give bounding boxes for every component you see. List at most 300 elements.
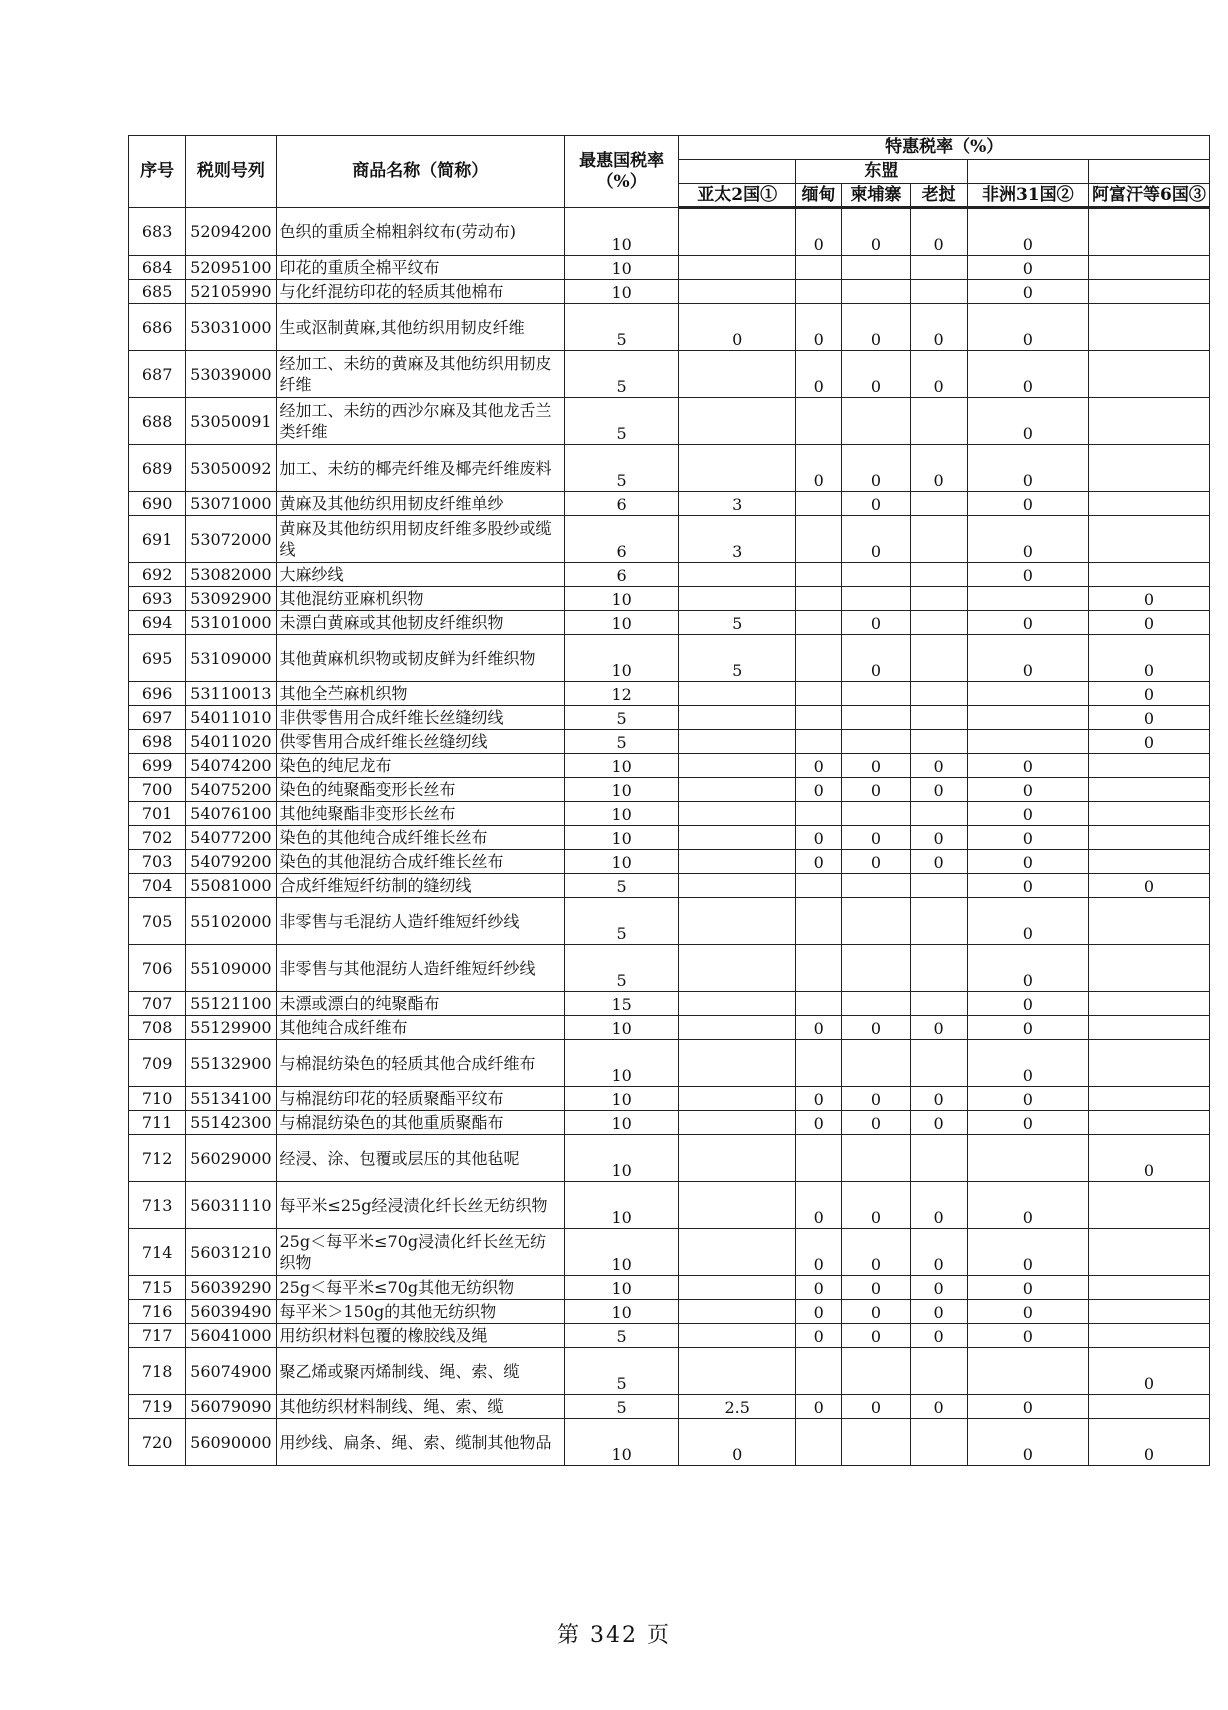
code-cell: 53092900	[186, 587, 276, 611]
laos-cell	[910, 563, 967, 587]
table-row	[129, 706, 1210, 730]
name-cell: 大麻纱线	[276, 563, 564, 587]
table-row	[129, 992, 1210, 1016]
code-cell: 56039290	[186, 1276, 276, 1300]
africa-cell: 0	[967, 1182, 1088, 1229]
africa-cell: 0	[967, 611, 1088, 635]
cambodia-cell: 0	[842, 208, 910, 256]
laos-cell: 0	[910, 754, 967, 778]
apta-cell	[679, 898, 796, 945]
header-mfn-unit: （%）	[596, 171, 647, 192]
mfn-cell: 6	[564, 516, 678, 563]
table-row	[129, 945, 1210, 992]
africa-cell	[967, 730, 1088, 754]
africa-cell: 0	[967, 1016, 1088, 1040]
mfn-cell: 10	[564, 587, 678, 611]
apta-cell	[679, 280, 796, 304]
name-cell: 非零售与毛混纺人造纤维短纤纱线	[276, 898, 564, 945]
myanmar-cell: 0	[796, 1300, 842, 1324]
apta-cell: 5	[679, 635, 796, 682]
name-cell: 每平米＞150g的其他无纺织物	[276, 1300, 564, 1324]
code-cell: 54074200	[186, 754, 276, 778]
name-cell: 每平米≤25g经浸渍化纤长丝无纺织物	[276, 1182, 564, 1229]
africa-cell: 0	[967, 1419, 1088, 1466]
apta-cell: 3	[679, 516, 796, 563]
name-cell: 色织的重质全棉粗斜纹布(劳动布)	[276, 208, 564, 256]
table-row	[129, 1087, 1210, 1111]
table-row	[129, 1040, 1210, 1087]
tariff-table	[128, 135, 1210, 1466]
code-cell: 52095100	[186, 256, 276, 280]
myanmar-cell	[796, 945, 842, 992]
table-row	[129, 730, 1210, 754]
code-cell: 55132900	[186, 1040, 276, 1087]
cambodia-cell: 0	[842, 826, 910, 850]
table-row	[129, 516, 1210, 563]
name-cell: 经加工、未纺的西沙尔麻及其他龙舌兰类纤维	[276, 398, 564, 445]
cambodia-cell: 0	[842, 1087, 910, 1111]
seq-cell: 699	[129, 754, 186, 778]
africa-cell: 0	[967, 778, 1088, 802]
mfn-cell: 10	[564, 802, 678, 826]
apta-cell	[679, 351, 796, 398]
africa-cell	[967, 1135, 1088, 1182]
myanmar-cell	[796, 398, 842, 445]
laos-cell: 0	[910, 1087, 967, 1111]
mfn-cell: 10	[564, 208, 678, 256]
code-cell: 56074900	[186, 1348, 276, 1395]
myanmar-cell	[796, 1040, 842, 1087]
name-cell: 与棉混纺染色的轻质其他合成纤维布	[276, 1040, 564, 1087]
laos-cell	[910, 280, 967, 304]
laos-cell	[910, 1348, 967, 1395]
seq-cell: 686	[129, 304, 186, 351]
mfn-cell: 10	[564, 1040, 678, 1087]
seq-cell: 704	[129, 874, 186, 898]
cambodia-cell	[842, 682, 910, 706]
laos-cell	[910, 516, 967, 563]
apta-cell	[679, 802, 796, 826]
africa-cell: 0	[967, 1395, 1088, 1419]
name-cell: 印花的重质全棉平纹布	[276, 256, 564, 280]
mfn-cell: 5	[564, 398, 678, 445]
name-cell: 其他纯聚酯非变形长丝布	[276, 802, 564, 826]
myanmar-cell: 0	[796, 850, 842, 874]
table-row	[129, 445, 1210, 492]
afghan-cell	[1088, 778, 1209, 802]
table-row	[129, 874, 1210, 898]
seq-cell: 713	[129, 1182, 186, 1229]
code-cell: 54076100	[186, 802, 276, 826]
afghan-cell	[1088, 898, 1209, 945]
table-row	[129, 304, 1210, 351]
page-number: 第 342 页	[557, 1623, 671, 1648]
afghan-cell	[1088, 445, 1209, 492]
seq-cell: 691	[129, 516, 186, 563]
laos-cell: 0	[910, 304, 967, 351]
myanmar-cell	[796, 256, 842, 280]
cambodia-cell: 0	[842, 1276, 910, 1300]
laos-cell: 0	[910, 1111, 967, 1135]
mfn-cell: 10	[564, 1087, 678, 1111]
cambodia-cell: 0	[842, 1182, 910, 1229]
myanmar-cell	[796, 992, 842, 1016]
header-africa: 非洲31国②	[967, 184, 1088, 208]
africa-cell: 0	[967, 754, 1088, 778]
africa-cell: 0	[967, 208, 1088, 256]
table-row	[129, 1324, 1210, 1348]
afghan-cell	[1088, 1182, 1209, 1229]
afghan-cell: 0	[1088, 874, 1209, 898]
africa-cell	[967, 682, 1088, 706]
laos-cell: 0	[910, 1395, 967, 1419]
table-row	[129, 1111, 1210, 1135]
seq-cell: 689	[129, 445, 186, 492]
laos-cell: 0	[910, 850, 967, 874]
mfn-cell: 10	[564, 635, 678, 682]
africa-cell	[967, 1348, 1088, 1395]
name-cell: 25g＜每平米≤70g浸渍化纤长丝无纺织物	[276, 1229, 564, 1276]
africa-cell: 0	[967, 826, 1088, 850]
table-row	[129, 1348, 1210, 1395]
code-cell: 55121100	[186, 992, 276, 1016]
afghan-cell	[1088, 1276, 1209, 1300]
code-cell: 54075200	[186, 778, 276, 802]
name-cell: 用纱线、扁条、绳、索、缆制其他物品	[276, 1419, 564, 1466]
laos-cell	[910, 1040, 967, 1087]
mfn-cell: 10	[564, 611, 678, 635]
afghan-cell: 0	[1088, 587, 1209, 611]
afghan-cell	[1088, 304, 1209, 351]
afghan-cell	[1088, 992, 1209, 1016]
table-row	[129, 587, 1210, 611]
mfn-cell: 15	[564, 992, 678, 1016]
code-cell: 52094200	[186, 208, 276, 256]
mfn-cell: 10	[564, 1300, 678, 1324]
table-row	[129, 754, 1210, 778]
laos-cell: 0	[910, 826, 967, 850]
seq-cell: 688	[129, 398, 186, 445]
seq-cell: 683	[129, 208, 186, 256]
name-cell: 非供零售用合成纤维长丝缝纫线	[276, 706, 564, 730]
code-cell: 53031000	[186, 304, 276, 351]
cambodia-cell	[842, 256, 910, 280]
afghan-cell	[1088, 1395, 1209, 1419]
cambodia-cell: 0	[842, 611, 910, 635]
table-row	[129, 280, 1210, 304]
code-cell: 53071000	[186, 492, 276, 516]
africa-cell: 0	[967, 445, 1088, 492]
table-row	[129, 1300, 1210, 1324]
apta-cell	[679, 398, 796, 445]
seq-cell: 710	[129, 1087, 186, 1111]
header-blank-3	[1088, 160, 1209, 184]
seq-cell: 697	[129, 706, 186, 730]
name-cell: 合成纤维短纤纺制的缝纫线	[276, 874, 564, 898]
myanmar-cell: 0	[796, 1276, 842, 1300]
africa-cell: 0	[967, 850, 1088, 874]
cambodia-cell: 0	[842, 850, 910, 874]
cambodia-cell	[842, 898, 910, 945]
laos-cell: 0	[910, 445, 967, 492]
mfn-cell: 5	[564, 874, 678, 898]
seq-cell: 711	[129, 1111, 186, 1135]
africa-cell: 0	[967, 1324, 1088, 1348]
header-seq: 序号	[129, 136, 186, 208]
header-asean: 东盟	[796, 160, 968, 184]
name-cell: 聚乙烯或聚丙烯制线、绳、索、缆	[276, 1348, 564, 1395]
laos-cell	[910, 706, 967, 730]
header-blank-1	[679, 160, 796, 184]
table-row	[129, 635, 1210, 682]
name-cell: 其他纺织材料制线、绳、索、缆	[276, 1395, 564, 1419]
cambodia-cell	[842, 1040, 910, 1087]
africa-cell: 0	[967, 945, 1088, 992]
myanmar-cell	[796, 706, 842, 730]
table-row	[129, 1419, 1210, 1466]
header-laos: 老挝	[910, 184, 967, 208]
laos-cell	[910, 802, 967, 826]
table-row	[129, 398, 1210, 445]
seq-cell: 694	[129, 611, 186, 635]
header-code: 税则号列	[186, 136, 276, 208]
table-row	[129, 492, 1210, 516]
myanmar-cell	[796, 730, 842, 754]
apta-cell	[679, 730, 796, 754]
laos-cell: 0	[910, 1300, 967, 1324]
africa-cell: 0	[967, 563, 1088, 587]
cambodia-cell	[842, 1135, 910, 1182]
cambodia-cell	[842, 563, 910, 587]
apta-cell	[679, 1182, 796, 1229]
cambodia-cell: 0	[842, 1300, 910, 1324]
afghan-cell	[1088, 1111, 1209, 1135]
africa-cell: 0	[967, 398, 1088, 445]
laos-cell: 0	[910, 1276, 967, 1300]
mfn-cell: 5	[564, 730, 678, 754]
seq-cell: 716	[129, 1300, 186, 1324]
mfn-cell: 5	[564, 1348, 678, 1395]
seq-cell: 708	[129, 1016, 186, 1040]
code-cell: 56039490	[186, 1300, 276, 1324]
table-row	[129, 208, 1210, 256]
name-cell: 其他混纺亚麻机织物	[276, 587, 564, 611]
africa-cell: 0	[967, 304, 1088, 351]
seq-cell: 693	[129, 587, 186, 611]
code-cell: 56031110	[186, 1182, 276, 1229]
laos-cell	[910, 945, 967, 992]
afghan-cell	[1088, 1040, 1209, 1087]
afghan-cell: 0	[1088, 682, 1209, 706]
code-cell: 55142300	[186, 1111, 276, 1135]
apta-cell	[679, 682, 796, 706]
africa-cell: 0	[967, 256, 1088, 280]
myanmar-cell	[796, 587, 842, 611]
mfn-cell: 5	[564, 1395, 678, 1419]
afghan-cell	[1088, 1016, 1209, 1040]
header-apta: 亚太2国①	[679, 184, 796, 208]
laos-cell	[910, 682, 967, 706]
table-row	[129, 611, 1210, 635]
mfn-cell: 6	[564, 563, 678, 587]
africa-cell: 0	[967, 1087, 1088, 1111]
apta-cell	[679, 1300, 796, 1324]
myanmar-cell	[796, 516, 842, 563]
myanmar-cell: 0	[796, 1324, 842, 1348]
myanmar-cell: 0	[796, 304, 842, 351]
apta-cell	[679, 445, 796, 492]
mfn-cell: 10	[564, 1182, 678, 1229]
myanmar-cell	[796, 898, 842, 945]
afghan-cell	[1088, 351, 1209, 398]
myanmar-cell: 0	[796, 826, 842, 850]
cambodia-cell: 0	[842, 778, 910, 802]
name-cell: 染色的纯尼龙布	[276, 754, 564, 778]
africa-cell: 0	[967, 492, 1088, 516]
afghan-cell	[1088, 945, 1209, 992]
code-cell: 54077200	[186, 826, 276, 850]
laos-cell	[910, 256, 967, 280]
name-cell: 25g＜每平米≤70g其他无纺织物	[276, 1276, 564, 1300]
afghan-cell: 0	[1088, 1419, 1209, 1466]
table-row	[129, 802, 1210, 826]
seq-cell: 709	[129, 1040, 186, 1087]
laos-cell	[910, 1419, 967, 1466]
mfn-cell: 10	[564, 280, 678, 304]
code-cell: 53101000	[186, 611, 276, 635]
header-special: 特惠税率（%）	[679, 136, 1210, 160]
africa-cell: 0	[967, 1300, 1088, 1324]
cambodia-cell	[842, 874, 910, 898]
seq-cell: 696	[129, 682, 186, 706]
header-name: 商品名称（简称）	[276, 136, 564, 208]
header-myanmar: 缅甸	[796, 184, 842, 208]
apta-cell	[679, 992, 796, 1016]
apta-cell	[679, 1087, 796, 1111]
afghan-cell: 0	[1088, 635, 1209, 682]
apta-cell	[679, 1276, 796, 1300]
afghan-cell	[1088, 850, 1209, 874]
mfn-cell: 6	[564, 492, 678, 516]
header-mfn-label: 最惠国税率	[579, 150, 665, 171]
myanmar-cell: 0	[796, 445, 842, 492]
mfn-cell: 10	[564, 754, 678, 778]
name-cell: 未漂或漂白的纯聚酯布	[276, 992, 564, 1016]
seq-cell: 698	[129, 730, 186, 754]
tariff-body	[129, 208, 1210, 1466]
laos-cell: 0	[910, 1182, 967, 1229]
africa-cell: 0	[967, 351, 1088, 398]
name-cell: 未漂白黄麻或其他韧皮纤维织物	[276, 611, 564, 635]
code-cell: 56041000	[186, 1324, 276, 1348]
table-row	[129, 1135, 1210, 1182]
cambodia-cell: 0	[842, 304, 910, 351]
name-cell: 用纺织材料包覆的橡胶线及绳	[276, 1324, 564, 1348]
africa-cell: 0	[967, 802, 1088, 826]
cambodia-cell: 0	[842, 1111, 910, 1135]
seq-cell: 715	[129, 1276, 186, 1300]
table-row	[129, 1229, 1210, 1276]
seq-cell: 714	[129, 1229, 186, 1276]
table-row	[129, 1182, 1210, 1229]
mfn-cell: 5	[564, 898, 678, 945]
cambodia-cell: 0	[842, 1016, 910, 1040]
africa-cell: 0	[967, 1040, 1088, 1087]
laos-cell	[910, 611, 967, 635]
afghan-cell: 0	[1088, 1348, 1209, 1395]
name-cell: 生或沤制黄麻,其他纺织用韧皮纤维	[276, 304, 564, 351]
mfn-cell: 10	[564, 1276, 678, 1300]
apta-cell	[679, 1111, 796, 1135]
mfn-cell: 5	[564, 706, 678, 730]
myanmar-cell: 0	[796, 1016, 842, 1040]
header-cambodia: 柬埔寨	[842, 184, 910, 208]
mfn-cell: 10	[564, 1229, 678, 1276]
name-cell: 染色的其他混纺合成纤维长丝布	[276, 850, 564, 874]
apta-cell: 5	[679, 611, 796, 635]
afghan-cell: 0	[1088, 730, 1209, 754]
seq-cell: 687	[129, 351, 186, 398]
afghan-cell	[1088, 280, 1209, 304]
laos-cell: 0	[910, 1324, 967, 1348]
apta-cell	[679, 1324, 796, 1348]
cambodia-cell	[842, 802, 910, 826]
apta-cell	[679, 826, 796, 850]
code-cell: 55134100	[186, 1087, 276, 1111]
afghan-cell	[1088, 1324, 1209, 1348]
myanmar-cell: 0	[796, 208, 842, 256]
africa-cell	[967, 706, 1088, 730]
mfn-cell: 10	[564, 826, 678, 850]
seq-cell: 684	[129, 256, 186, 280]
myanmar-cell: 0	[796, 351, 842, 398]
apta-cell	[679, 587, 796, 611]
cambodia-cell: 0	[842, 445, 910, 492]
afghan-cell	[1088, 516, 1209, 563]
apta-cell	[679, 563, 796, 587]
seq-cell: 685	[129, 280, 186, 304]
seq-cell: 717	[129, 1324, 186, 1348]
africa-cell: 0	[967, 1229, 1088, 1276]
name-cell: 经浸、涂、包覆或层压的其他毡呢	[276, 1135, 564, 1182]
apta-cell	[679, 1229, 796, 1276]
afghan-cell	[1088, 1300, 1209, 1324]
table-row	[129, 351, 1210, 398]
name-cell: 黄麻及其他纺织用韧皮纤维多股纱或缆线	[276, 516, 564, 563]
seq-cell: 692	[129, 563, 186, 587]
cambodia-cell	[842, 1348, 910, 1395]
code-cell: 54011020	[186, 730, 276, 754]
table-row	[129, 563, 1210, 587]
laos-cell	[910, 730, 967, 754]
mfn-cell: 10	[564, 1016, 678, 1040]
africa-cell: 0	[967, 1276, 1088, 1300]
afghan-cell	[1088, 256, 1209, 280]
seq-cell: 707	[129, 992, 186, 1016]
afghan-cell	[1088, 492, 1209, 516]
seq-cell: 718	[129, 1348, 186, 1395]
cambodia-cell: 0	[842, 1324, 910, 1348]
myanmar-cell: 0	[796, 1111, 842, 1135]
mfn-cell: 10	[564, 850, 678, 874]
africa-cell: 0	[967, 635, 1088, 682]
apta-cell	[679, 850, 796, 874]
cambodia-cell	[842, 398, 910, 445]
apta-cell: 3	[679, 492, 796, 516]
laos-cell	[910, 398, 967, 445]
apta-cell	[679, 208, 796, 256]
africa-cell: 0	[967, 992, 1088, 1016]
